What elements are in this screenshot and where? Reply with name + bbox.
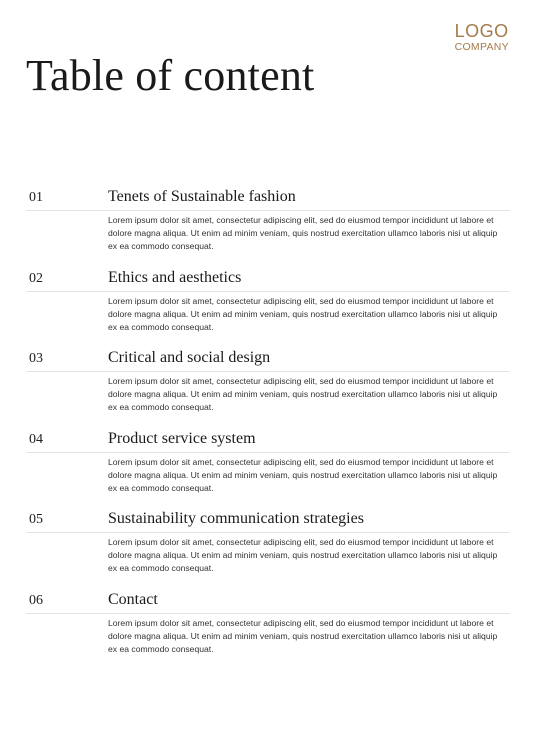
toc-item-01[interactable]	[26, 186, 510, 267]
company-logo	[455, 22, 509, 53]
toc-item-description: Lorem ipsum dolor sit amet, consectetur adipiscing elit, sed do eiusmod tempor incididunt ut labore et dolore magna aliqua. Ut enim ad minim veniam, quis nostrud exercitation ullamco laboris nisi ut aliquip ex ea commodo consequat.	[108, 215, 498, 251]
toc-item-number: 06	[29, 592, 43, 608]
toc-item-03[interactable]	[26, 347, 510, 428]
toc-item-header	[26, 508, 510, 533]
toc-item-description: Lorem ipsum dolor sit amet, consectetur adipiscing elit, sed do eiusmod tempor incididunt ut labore et dolore magna aliqua. Ut enim ad minim veniam, quis nostrud exercitation ullamco laboris nisi ut aliquip ex ea commodo consequat.	[108, 295, 498, 332]
toc-item-title[interactable]: Critical and social design	[108, 349, 271, 366]
logo-company-text: COMPANY	[454, 41, 509, 53]
toc-item-header	[26, 428, 510, 453]
table-of-contents	[26, 186, 510, 669]
toc-item-title[interactable]: Contact	[108, 590, 158, 608]
toc-item-title[interactable]: Product service system	[108, 429, 256, 447]
toc-item-description: Lorem ipsum dolor sit amet, consectetur adipiscing elit, sed do eiusmod tempor incididunt ut labore et dolore magna aliqua. Ut enim ad minim veniam, quis nostrud exercitation ullamco laboris nisi ut aliquip ex ea commodo consequat.	[108, 376, 498, 412]
toc-item-description: Lorem ipsum dolor sit amet, consectetur adipiscing elit, sed do eiusmod tempor incididunt ut labore et dolore magna aliqua. Ut enim ad minim veniam, quis nostrud exercitation ullamco laboris nisi ut aliquip ex ea commodo consequat.	[108, 456, 498, 493]
toc-item-05[interactable]	[26, 508, 510, 589]
toc-item-header	[26, 267, 510, 292]
toc-item-description: Lorem ipsum dolor sit amet, consectetur adipiscing elit, sed do eiusmod tempor incididunt ut labore et dolore magna aliqua. Ut enim ad minim veniam, quis nostrud exercitation ullamco laboris nisi ut aliquip ex ea commodo consequat.	[108, 537, 498, 573]
toc-item-04[interactable]	[26, 428, 510, 509]
toc-item-header	[26, 589, 510, 614]
page-title: Table of content	[26, 51, 315, 100]
toc-item-number: 05	[29, 512, 43, 527]
toc-item-header	[26, 186, 510, 211]
logo-text: LOGO	[454, 21, 509, 41]
toc-item-02[interactable]	[26, 267, 510, 348]
toc-item-number: 01	[29, 190, 43, 205]
toc-item-title[interactable]: Sustainability communication strategies	[108, 510, 364, 527]
toc-item-06[interactable]	[26, 589, 510, 670]
toc-item-header	[26, 347, 510, 372]
toc-item-number: 03	[29, 351, 43, 366]
toc-item-description: Lorem ipsum dolor sit amet, consectetur adipiscing elit, sed do eiusmod tempor incididunt ut labore et dolore magna aliqua. Ut enim ad minim veniam, quis nostrud exercitation ullamco laboris nisi ut aliquip ex ea commodo consequat.	[108, 617, 498, 654]
toc-item-title[interactable]: Ethics and aesthetics	[108, 268, 242, 286]
toc-item-number: 04	[29, 431, 43, 447]
toc-item-number: 02	[29, 270, 43, 286]
toc-item-title[interactable]: Tenets of Sustainable fashion	[108, 188, 296, 205]
